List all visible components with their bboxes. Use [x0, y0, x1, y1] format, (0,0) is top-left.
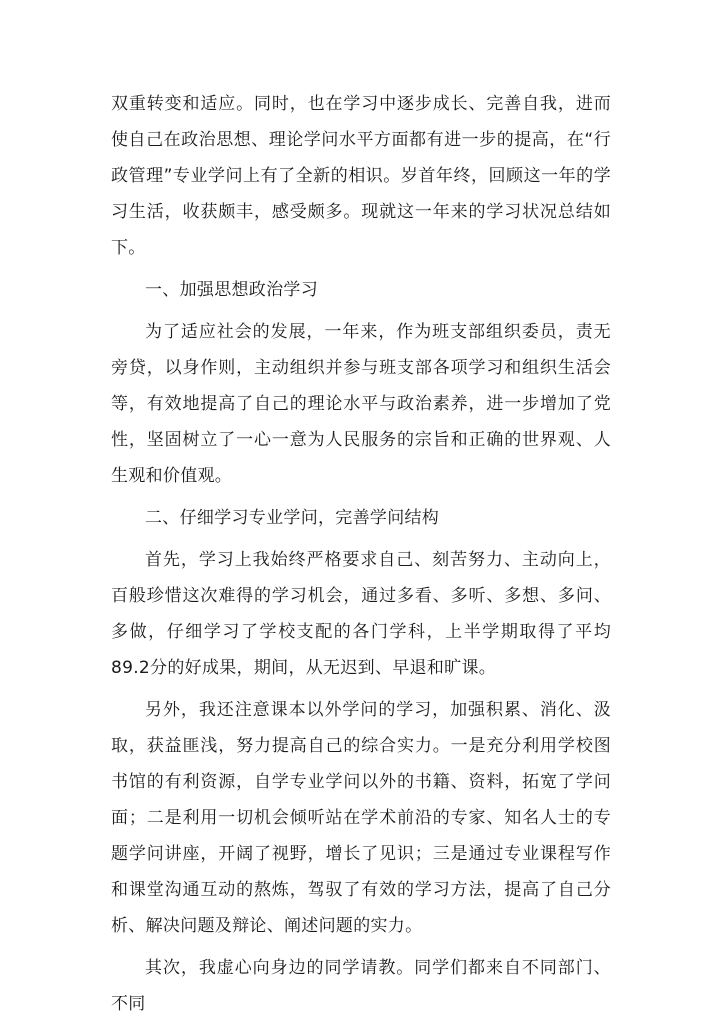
paragraph-additional-learning: 另外，我还注意课本以外学问的学习，加强积累、消化、汲取，获益匪浅，努力提高自己的综合实力。一是充分利用学校图书馆的有利资源，自学专业学问以外的书籍、资料，拓宽了学问面；二是利用一切机会倾听站在学术前沿的专家、知名人士的专题学问讲座，开阔了视野，增长了见识；三是通过专业课程写作和课堂沟通互动的熬炼，驾驭了有效的学习方法，提高了自己分析、解决问题及辩论、阐述问题的实力。: [111, 700, 611, 936]
paragraph-political-study: 为了适应社会的发展，一年来，作为班支部组织委员，责无旁贷，以身作则，主动组织并参与班支部各项学习和组织生活会等，有效地提高了自己的理论水平与政治素养，进一步增加了党性，坚固树立了一心一意为人民服务的宗旨和正确的世界观、人生观和价值观。: [111, 322, 611, 486]
document-body: [111, 86, 611, 1022]
section-heading-political-study: 一、加强思想政治学习: [145, 280, 318, 300]
paragraph-intro: 双重转变和适应。同时，也在学习中逐步成长、完善自我，进而使自己在政治思想、理论学问水平方面都有进一步的提高，在“行政管理”专业学问上有了全新的相识。岁首年终，回顾这一年的学习生活，收获颇丰，感受颇多。现就这一年来的学习状况总结如下。: [111, 94, 611, 258]
paragraph-first-point: 首先，学习上我始终严格要求自己、刻苦努力、主动向上，百般珍惜这次难得的学习机会，通过多看、多听、多想、多问、多做，仔细学习了学校支配的各门学科，上半学期取得了平均89.2分的好成果，期间，从无迟到、早退和旷课。: [111, 550, 611, 678]
paragraph-second-point: 其次，我虚心向身边的同学请教。同学们都来自不同部门、不同: [111, 958, 611, 1014]
section-heading-professional-study: 二、仔细学习专业学问，完善学问结构: [145, 508, 440, 528]
